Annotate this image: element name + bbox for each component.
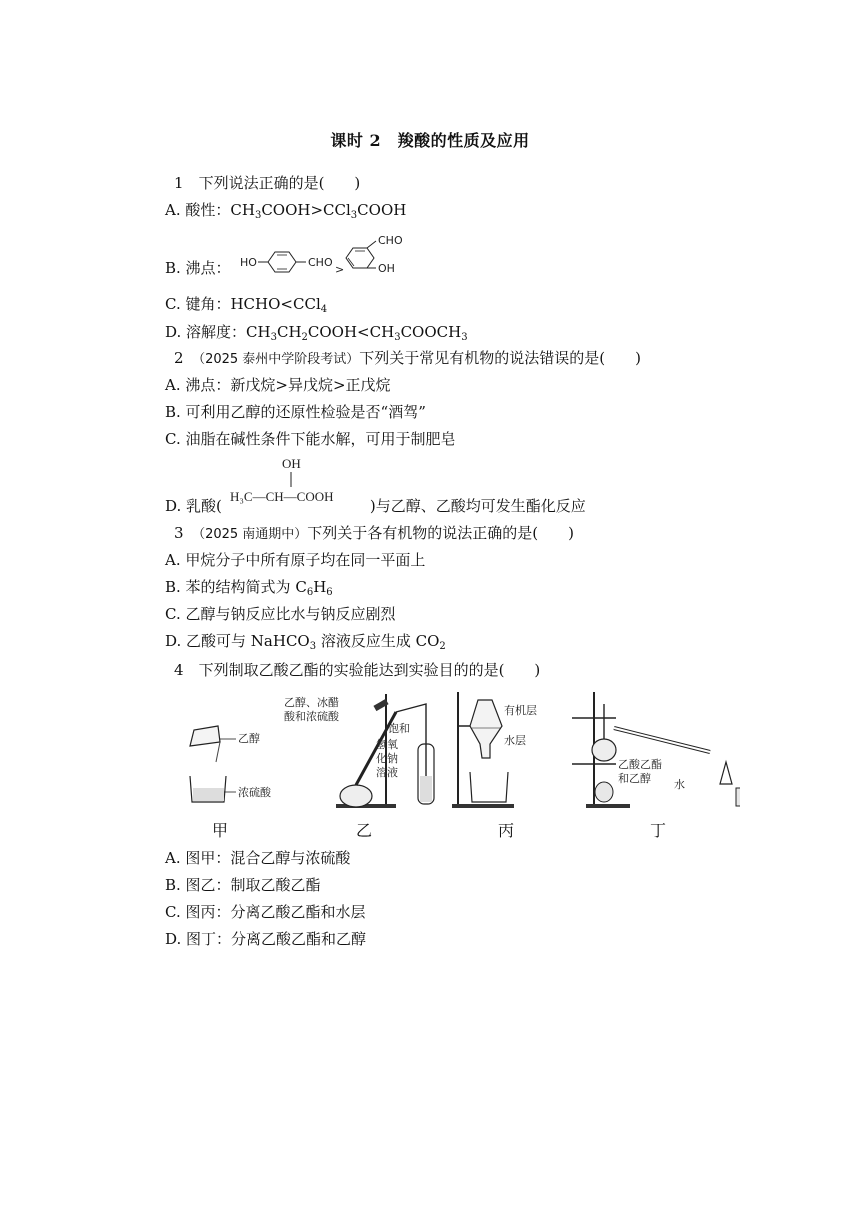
option-text: )与乙醇、乙酸均可发生酯化反应 — [369, 497, 586, 515]
question-number: 3 — [174, 524, 184, 542]
subscript: 6 — [326, 587, 333, 598]
q2-option-b: B. 可利用乙醇的还原性检验是否“酒驾” — [165, 403, 426, 421]
label-water-layer: 水层 — [504, 734, 526, 747]
heater — [595, 782, 613, 802]
question-text: 下列制取乙酸乙酯的实验能达到实验目的的是( ) — [198, 661, 541, 679]
option-prefix: D. 乙酸可与 NaHCO — [165, 632, 310, 650]
label-sulfuric-acid: 浓硫酸 — [238, 786, 271, 799]
question-1-stem — [174, 173, 360, 193]
label-solution-2: 氢氧 — [376, 738, 398, 751]
option-prefix: A. 酸性： — [165, 201, 231, 219]
formula-part: COOCH — [400, 323, 462, 341]
aldehyde-label: CHO — [378, 234, 403, 247]
q3-option-c: C. 乙醇与钠反应比水与钠反应剧烈 — [165, 605, 396, 623]
subscript: 2 — [439, 641, 446, 652]
label-solution-4: 溶液 — [376, 766, 398, 779]
subscript: 3 — [350, 210, 358, 221]
option-prefix: B. 沸点： — [165, 259, 231, 277]
formula-part: CH — [246, 323, 271, 341]
page-title: 课时 2 羧酸的性质及应用 — [330, 131, 530, 150]
oh-group: OH — [282, 456, 301, 471]
caption-jia: 甲 — [211, 821, 229, 840]
label-water: 水 — [674, 778, 685, 791]
q1-option-d — [165, 322, 468, 348]
caption-bing: 丙 — [497, 821, 515, 840]
label-ester: 乙酸乙酯 — [618, 758, 662, 771]
option-prefix: D. 乳酸( — [165, 497, 222, 515]
formula-part: CH — [276, 323, 302, 341]
question-text: 下列关于常见有机物的说法错误的是( ) — [359, 349, 641, 367]
stand-base — [452, 804, 514, 808]
apparatus-figures — [160, 684, 740, 844]
subscript: 6 — [306, 587, 314, 598]
question-source: （2025 南通期中） — [198, 527, 308, 542]
figure-bing — [452, 692, 537, 840]
subscript: 3 — [461, 332, 468, 343]
formula-part: COOH — [357, 201, 407, 219]
question-text: 下列说法正确的是( ) — [198, 174, 361, 192]
receiving-beaker — [470, 772, 508, 802]
option-prefix: D. 溶解度： — [165, 323, 247, 341]
q4-option-b: B. 图乙：制取乙酸乙酯 — [165, 876, 321, 894]
formula-part: H — [313, 578, 327, 596]
naoh-solution — [420, 776, 432, 802]
formula-part: CH — [230, 201, 255, 219]
option-text: 溶液反应生成 CO — [316, 632, 440, 650]
label-reactants-2: 酸和浓硫酸 — [284, 710, 339, 723]
label-ethanol: 和乙醇 — [618, 772, 651, 785]
subscript: 2 — [301, 332, 308, 343]
q4-option-a: A. 图甲：混合乙醇与浓硫酸 — [165, 849, 351, 867]
separatory-funnel — [470, 700, 502, 758]
formula-part: COOH<CH — [307, 323, 395, 341]
figure-yi — [284, 694, 434, 840]
q1-option-b — [165, 258, 231, 278]
q3-option-a: A. 甲烷分子中所有原子均在同一平面上 — [165, 551, 426, 569]
label-solution-1: 饱和 — [388, 722, 410, 735]
subscript: 3 — [270, 332, 277, 343]
question-text: 下列关于各有机物的说法正确的是( ) — [307, 524, 574, 542]
question-source: （2025 泰州中学阶段考试） — [198, 352, 360, 367]
question-4-stem — [174, 660, 540, 680]
hydroxyl-label: HO — [240, 256, 257, 269]
stand-base — [586, 804, 630, 808]
q1-structure-comparison — [238, 228, 418, 280]
aldehyde-label: CHO — [308, 256, 333, 269]
option-text: C. 键角：HCHO<CCl — [165, 295, 321, 313]
formula-part: COOH>CCl — [261, 201, 351, 219]
subscript: 3 — [254, 210, 262, 221]
subscript: 3 — [309, 641, 317, 652]
hydroxyl-label: OH — [378, 262, 395, 275]
acid-liquid — [193, 788, 224, 801]
q2-option-c: C. 油脂在碱性条件下能水解，可用于制肥皂 — [165, 430, 456, 448]
question-3-stem — [174, 523, 574, 545]
figure-jia — [190, 726, 272, 840]
q4-option-d: D. 图丁：分离乙酸乙酯和乙醇 — [165, 930, 367, 948]
option-prefix: B. 苯的结构简式为 C — [165, 578, 307, 596]
q3-option-d — [165, 631, 446, 657]
formula-main: H₃C—CH—COOH — [230, 489, 334, 504]
label-organic-layer: 有机层 — [504, 704, 537, 717]
flask — [340, 785, 372, 807]
pouring-stream — [216, 742, 220, 762]
label-ethanol: 乙醇 — [238, 732, 260, 745]
question-number: 4 — [174, 661, 184, 679]
ice-bath — [736, 788, 740, 806]
question-number: 2 — [174, 349, 184, 367]
q3-option-b — [165, 577, 333, 603]
caption-yi: 乙 — [355, 821, 373, 840]
subscript: 3 — [394, 332, 401, 343]
q1-option-c — [165, 294, 327, 320]
subscript: 4 — [320, 304, 328, 315]
q4-option-c: C. 图丙：分离乙酸乙酯和水层 — [165, 903, 366, 921]
question-2-stem — [174, 348, 641, 370]
label-reactants-1: 乙醇、冰醋 — [284, 696, 339, 709]
caption-ding: 丁 — [649, 821, 667, 840]
q1-option-a — [165, 200, 406, 226]
label-solution-3: 化钠 — [376, 752, 398, 765]
distillation-flask — [592, 739, 616, 761]
lactic-acid-structure — [228, 454, 380, 514]
q2-option-a: A. 沸点：新戊烷>异戊烷>正戊烷 — [165, 376, 391, 394]
tilted-beaker — [190, 726, 220, 746]
greater-than: > — [335, 263, 345, 276]
figure-ding — [572, 692, 740, 840]
erlenmeyer-flask — [720, 762, 732, 784]
question-number: 1 — [174, 174, 184, 192]
